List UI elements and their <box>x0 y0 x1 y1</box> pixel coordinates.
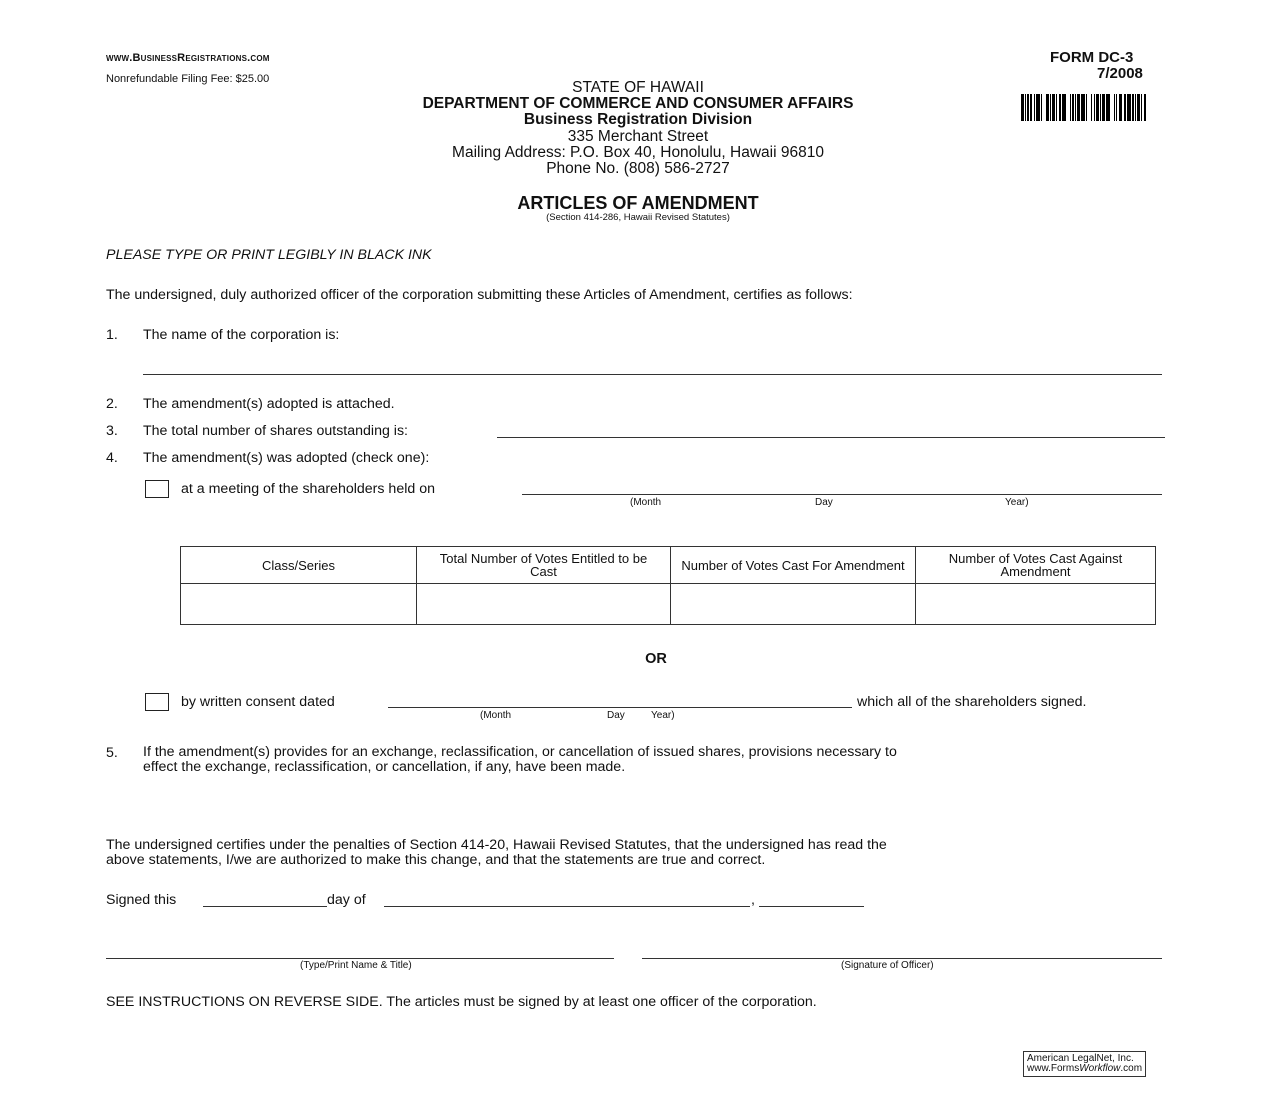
item-4-number: 4. <box>106 450 118 466</box>
certification-line-2: above statements, I/we are authorized to make this change, and that the statements are true and correct. <box>106 851 766 868</box>
date-comma: , <box>751 892 755 908</box>
written-consent-checkbox[interactable] <box>145 693 169 711</box>
publisher-site-suffix: .com <box>1120 1063 1143 1074</box>
agency-header <box>300 80 976 177</box>
ink-instruction: PLEASE TYPE OR PRINT LEGIBLY IN BLACK INK <box>106 247 432 263</box>
state-name: STATE OF HAWAII <box>572 79 704 96</box>
mailing-address: Mailing Address: P.O. Box 40, Honolulu, Hawaii 96810 <box>452 143 824 161</box>
votes-for-cell[interactable] <box>671 584 916 625</box>
votes-table <box>180 546 1156 625</box>
item-2-text: The amendment(s) adopted is attached. <box>143 396 395 412</box>
item-5-line-2: effect the exchange, reclassification, or cancellation, if any, have been made. <box>143 758 626 775</box>
signed-year-field[interactable] <box>759 906 864 907</box>
item-5-number: 5. <box>106 745 118 761</box>
document-subtitle: (Section 414-286, Hawaii Revised Statutes) <box>546 212 730 223</box>
publisher-site <box>1027 1064 1142 1074</box>
form-date: 7/2008 <box>1097 65 1143 82</box>
item-1-text: The name of the corporation is: <box>143 327 340 343</box>
votes-table-header <box>181 547 1156 584</box>
col-votes-for: Number of Votes Cast For Amendment <box>671 547 916 584</box>
consent-day-hint: Day <box>607 710 625 721</box>
division-name: Business Registration Division <box>523 111 753 129</box>
consent-month-hint: (Month <box>480 710 512 721</box>
meeting-day-hint: Day <box>815 497 833 508</box>
class-series-cell[interactable] <box>181 584 417 625</box>
filing-fee: Nonrefundable Filing Fee: $25.00 <box>106 73 270 85</box>
certification-line-1: The undersigned certifies under the penalties of Section 414-20, Hawaii Revised Statutes, that the undersigned has read the <box>106 837 887 853</box>
item-1-number: 1. <box>106 327 118 343</box>
officer-signature-field[interactable] <box>642 958 1162 959</box>
barcode-icon <box>1021 94 1209 121</box>
consent-option-label: by written consent dated <box>181 694 335 710</box>
consent-year-hint: Year) <box>651 710 675 721</box>
col-class-series: Class/Series <box>181 547 417 584</box>
item-2-number: 2. <box>106 396 118 412</box>
name-title-caption: (Type/Print Name & Title) <box>300 960 412 971</box>
or-separator: OR <box>645 651 667 667</box>
item-3-text: The total number of shares outstanding is: <box>143 423 408 439</box>
website-label: www.BusinessRegistrations.com <box>106 52 270 64</box>
item-3-number: 3. <box>106 423 118 439</box>
signed-this-label: Signed this <box>106 892 177 908</box>
instructions-note: SEE INSTRUCTIONS ON REVERSE SIDE. The articles must be signed by at least one officer of the corporation. <box>106 994 817 1010</box>
publisher-site-prefix: www.Forms <box>1027 1063 1080 1074</box>
form-number: FORM DC-3 <box>1050 49 1134 66</box>
col-total-votes: Total Number of Votes Entitled to be Cast <box>417 547 671 584</box>
certification-text <box>106 838 887 867</box>
meeting-month-hint: (Month <box>630 497 662 508</box>
consent-date-field[interactable] <box>388 707 852 708</box>
phone-number: Phone No. (808) 586-2727 <box>546 160 730 178</box>
publisher-box <box>1023 1051 1146 1077</box>
signed-day-field[interactable] <box>203 906 327 907</box>
department-name: DEPARTMENT OF COMMERCE AND CONSUMER AFFAIRS <box>422 95 854 113</box>
item-5-line-1: If the amendment(s) provides for an exchange, reclassification, or cancellation of issued shares, provisions necessary to <box>143 744 897 760</box>
shares-outstanding-field[interactable] <box>497 437 1165 438</box>
street-address: 335 Merchant Street <box>567 127 709 145</box>
publisher-name: American LegalNet, Inc. <box>1027 1053 1134 1064</box>
signature-caption: (Signature of Officer) <box>841 960 934 971</box>
item-4-text: The amendment(s) was adopted (check one): <box>143 450 430 466</box>
signed-month-field[interactable] <box>384 906 750 907</box>
publisher-site-italic: Workflow <box>1079 1063 1121 1074</box>
meeting-year-hint: Year) <box>1005 497 1029 508</box>
col-votes-against: Number of Votes Cast Against Amendment <box>916 547 1156 584</box>
meeting-date-field[interactable] <box>522 494 1162 495</box>
day-of-label: day of <box>327 892 366 908</box>
meeting-option-label: at a meeting of the shareholders held on <box>181 481 435 497</box>
item-5-text <box>143 745 897 774</box>
consent-option-suffix: which all of the shareholders signed. <box>857 694 1087 710</box>
corporation-name-field[interactable] <box>143 374 1162 375</box>
meeting-checkbox[interactable] <box>145 480 169 498</box>
total-votes-cell[interactable] <box>417 584 671 625</box>
table-row <box>181 584 1156 625</box>
document-title: ARTICLES OF AMENDMENT <box>517 193 759 213</box>
votes-against-cell[interactable] <box>916 584 1156 625</box>
name-title-field[interactable] <box>106 958 614 959</box>
intro-text: The undersigned, duly authorized officer of the corporation submitting these Articles of Amendment, certifies as follows: <box>106 287 853 303</box>
